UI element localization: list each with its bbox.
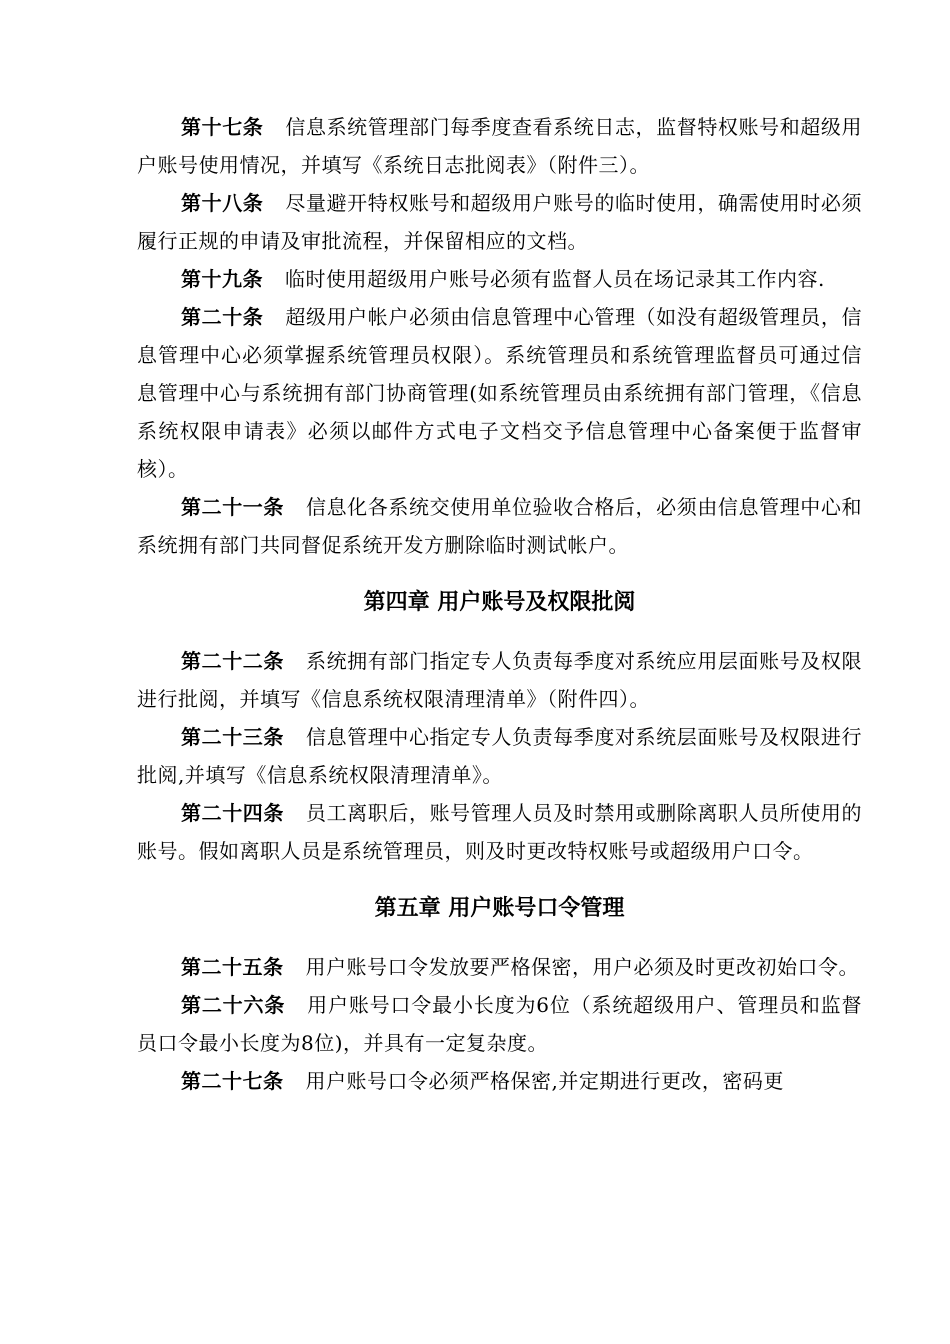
article-text: 超级用户帐户必须由信息管理中心管理（如没有超级管理员，信息管理中心必须掌握系统管理员权限）。系统管理员和系统管理监督员可通过信息管理中心与系统拥有部门协商管理(如系统管理员由系统拥有部门管理，《信息系统权限申请表》必须以邮件方式电子文档交予信息管理中心备案便于监督审核）。 [137,305,863,481]
article-25 [137,948,862,986]
article-text: 信息化各系统交使用单位验收合格后，必须由信息管理中心和系统拥有部门共同督促系统开发方删除临时测试帐户。 [137,495,863,557]
article-number: 第二十七条 [181,1069,284,1093]
article-number: 第二十四条 [181,801,284,825]
article-text: 员工离职后，账号管理人员及时禁用或删除离职人员所使用的账号。假如离职人员是系统管理员，则及时更改特权账号或超级用户口令。 [137,801,863,863]
article-text: 系统拥有部门指定专人负责每季度对系统应用层面账号及权限进行批阅，并填写《信息系统权限清理清单》（附件四）。 [137,649,863,711]
article-number: 第十九条 [181,267,263,291]
article-number: 第二十二条 [181,649,284,673]
article-24 [137,794,862,870]
article-number: 第十七条 [181,115,264,139]
article-text: 用户账号口令必须严格保密,并定期进行更改，密码更 [305,1069,784,1093]
chapter-heading-5: 第五章 用户账号口令管理 [374,896,625,921]
article-27 [137,1062,862,1100]
article-number: 第二十六条 [181,993,286,1017]
article-20 [137,298,862,488]
chapter-heading-4: 第四章 用户账号及权限批阅 [363,590,636,615]
article-text: 信息管理中心指定专人负责每季度对系统层面账号及权限进行批阅,并填写《信息系统权限清理清单》。 [137,725,863,787]
article-22 [137,642,862,718]
article-number: 第二十三条 [181,725,284,749]
article-text: 临时使用超级用户账号必须有监督人员在场记录其工作内容. [285,267,825,291]
article-23 [137,718,862,794]
article-text: 信息系统管理部门每季度查看系统日志，监督特权账号和超级用户账号使用情况，并填写《系统日志批阅表》（附件三）。 [137,115,863,177]
article-18 [137,184,862,260]
document-page [137,108,862,1100]
article-text: 尽量避开特权账号和超级用户账号的临时使用，确需使用时必须履行正规的申请及审批流程，并保留相应的文档。 [137,191,863,253]
article-text: 用户账号口令发放要严格保密，用户必须及时更改初始口令。 [305,955,859,979]
article-text: 用户账号口令最小长度为6位（系统超级用户、管理员和监督员口令最小长度为8位)，并具有一定复杂度。 [137,993,862,1055]
article-number: 第二十条 [181,305,264,329]
article-number: 第二十一条 [181,495,284,519]
article-19 [137,260,862,298]
article-17 [137,108,862,184]
article-number: 第十八条 [181,191,264,215]
article-21 [137,488,862,564]
article-number: 第二十五条 [181,955,284,979]
article-26 [137,986,862,1062]
